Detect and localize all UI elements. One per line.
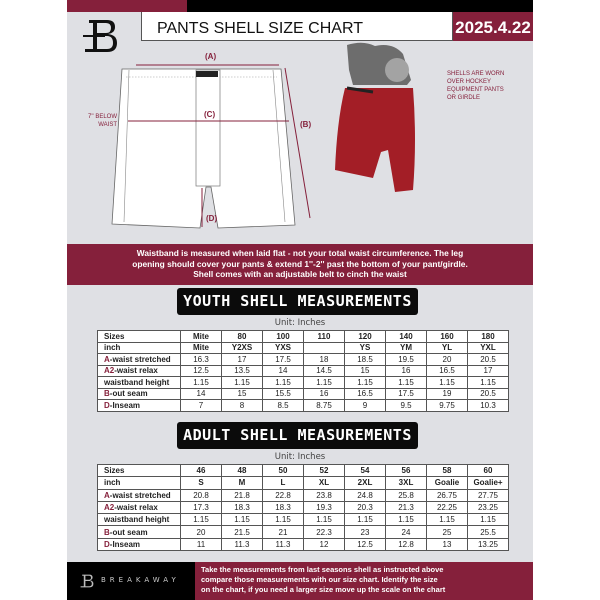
table-cell: 23.8 xyxy=(304,489,345,501)
table-row xyxy=(98,400,509,412)
table-cell: 58 xyxy=(427,465,468,477)
table-cell: 18 xyxy=(304,354,345,366)
table-row xyxy=(98,501,509,513)
footer-instructions xyxy=(195,562,533,600)
table-cell: 110 xyxy=(304,331,345,343)
table-cell: 7 xyxy=(181,400,222,412)
page-title: PANTS SHELL SIZE CHART xyxy=(141,12,453,41)
table-cell: 19.3 xyxy=(304,501,345,513)
table-cell: 20.5 xyxy=(468,388,509,400)
table-cell: 54 xyxy=(345,465,386,477)
row-label xyxy=(98,342,181,354)
table-cell: YS xyxy=(345,342,386,354)
table-cell: 24.8 xyxy=(345,489,386,501)
row-label xyxy=(98,514,181,526)
row-label xyxy=(98,526,181,538)
table-row xyxy=(98,465,509,477)
table-cell: 2XL xyxy=(345,477,386,489)
table-cell: 16.3 xyxy=(181,354,222,366)
table-cell: 160 xyxy=(427,331,468,343)
row-label-text: -Inseam xyxy=(109,400,141,410)
table-cell: 1.15 xyxy=(263,514,304,526)
table-cell: 25.8 xyxy=(386,489,427,501)
table-cell: 21.8 xyxy=(222,489,263,501)
pants-diagram xyxy=(67,40,533,240)
table-cell: 9.75 xyxy=(427,400,468,412)
table-cell: 8 xyxy=(222,400,263,412)
date-badge: 2025.4.22 xyxy=(453,12,533,41)
table-cell: 1.15 xyxy=(304,514,345,526)
row-label-prefix: A xyxy=(104,354,110,364)
row-label-text: -waist stretched xyxy=(109,490,171,500)
table-cell: 18.3 xyxy=(222,501,263,513)
table-row xyxy=(98,342,509,354)
row-label xyxy=(98,388,181,400)
table-cell: 13 xyxy=(427,538,468,550)
table-cell: 80 xyxy=(222,331,263,343)
table-cell: 13.5 xyxy=(222,365,263,377)
table-cell: 24 xyxy=(386,526,427,538)
note-line: OR GIRDLE xyxy=(447,95,481,101)
table-cell: 1.15 xyxy=(263,377,304,389)
table-cell: YL xyxy=(427,342,468,354)
table-cell: 12.5 xyxy=(181,365,222,377)
table-cell: 1.15 xyxy=(468,514,509,526)
table-cell: 16.5 xyxy=(427,365,468,377)
instruction-line: Shell comes with an adjustable belt to cinch the waist xyxy=(193,269,407,279)
table-cell: 22.3 xyxy=(304,526,345,538)
table-cell: 100 xyxy=(263,331,304,343)
youth-section-title: YOUTH SHELL MEASUREMENTS xyxy=(177,288,418,315)
table-row xyxy=(98,489,509,501)
table-cell: 27.75 xyxy=(468,489,509,501)
table-cell: YXL xyxy=(468,342,509,354)
shell-note xyxy=(447,70,504,102)
row-label-prefix: B xyxy=(104,527,110,537)
table-cell: Goalie+ xyxy=(468,477,509,489)
table-cell: 1.15 xyxy=(386,514,427,526)
table-cell: 12 xyxy=(304,538,345,550)
label-b: (B) xyxy=(300,120,312,129)
table-cell: 14.5 xyxy=(304,365,345,377)
table-cell: 11 xyxy=(181,538,222,550)
table-cell: 52 xyxy=(304,465,345,477)
table-cell: 13.25 xyxy=(468,538,509,550)
row-label xyxy=(98,465,181,477)
table-cell: 21.3 xyxy=(386,501,427,513)
instruction-line: opening should cover your pants & extend 1''-2'' past the bottom of your pant/girdle. xyxy=(132,258,468,269)
row-label-text: -Inseam xyxy=(109,539,141,549)
table-cell: 1.15 xyxy=(181,514,222,526)
table-cell: 48 xyxy=(222,465,263,477)
table-cell: Mite xyxy=(181,342,222,354)
table-cell: 8.75 xyxy=(304,400,345,412)
row-label xyxy=(98,501,181,513)
table-cell: 18.3 xyxy=(263,501,304,513)
table-cell: Mite xyxy=(181,331,222,343)
footer-line: Take the measurements from last seasons shell as instructed above xyxy=(201,565,444,574)
adult-unit-label: Unit: Inches xyxy=(274,452,326,462)
adult-size-table xyxy=(97,464,509,551)
table-cell: 14 xyxy=(263,365,304,377)
table-cell: M xyxy=(222,477,263,489)
row-label-prefix: D xyxy=(104,400,110,410)
table-cell: 1.15 xyxy=(222,514,263,526)
table-cell: 11.3 xyxy=(263,538,304,550)
table-cell: 21 xyxy=(263,526,304,538)
table-cell: 16 xyxy=(304,388,345,400)
table-cell: 12.8 xyxy=(386,538,427,550)
table-cell: L xyxy=(263,477,304,489)
row-label xyxy=(98,477,181,489)
table-row xyxy=(98,477,509,489)
top-bar xyxy=(187,0,533,12)
table-cell: 17.5 xyxy=(386,388,427,400)
table-cell: 9 xyxy=(345,400,386,412)
table-cell: 21.5 xyxy=(222,526,263,538)
table-row xyxy=(98,365,509,377)
table-cell: YM xyxy=(386,342,427,354)
table-cell: 15.5 xyxy=(263,388,304,400)
table-cell: 17.3 xyxy=(181,501,222,513)
row-label-text: waistband height xyxy=(104,377,170,387)
instruction-line: Waistband is measured when laid flat - not your total waist circumference. The leg xyxy=(136,248,464,258)
note-line: 7'' BELOW xyxy=(88,114,117,120)
row-label-text: -out seam xyxy=(109,389,148,399)
table-cell: 18.5 xyxy=(345,354,386,366)
top-bar-accent xyxy=(67,0,187,12)
note-line: OVER HOCKEY xyxy=(447,79,492,85)
footer-line: on the chart, if you need a larger size move up the scale on the chart xyxy=(201,585,446,594)
table-cell: 25 xyxy=(427,526,468,538)
table-cell: 1.15 xyxy=(468,377,509,389)
table-cell xyxy=(304,342,345,354)
row-label-text: inch xyxy=(104,478,121,488)
table-cell: 1.15 xyxy=(386,377,427,389)
row-label xyxy=(98,354,181,366)
table-cell: 11.3 xyxy=(222,538,263,550)
row-label-text: -waist relax xyxy=(114,503,158,513)
row-label-text: inch xyxy=(104,343,121,353)
row-label-prefix: A xyxy=(104,490,110,500)
table-cell: 1.15 xyxy=(345,377,386,389)
brand-name: BREAKAWAY xyxy=(101,576,180,584)
table-cell: 20 xyxy=(181,526,222,538)
shell-photo xyxy=(333,40,433,220)
label-c: (C) xyxy=(204,110,216,119)
table-cell: 1.15 xyxy=(304,377,345,389)
youth-size-table xyxy=(97,330,509,412)
table-cell: 15 xyxy=(345,365,386,377)
youth-unit-label: Unit: Inches xyxy=(274,318,326,328)
table-cell: 60 xyxy=(468,465,509,477)
table-row xyxy=(98,526,509,538)
row-label-text: -waist relax xyxy=(114,366,158,376)
row-label-text: Sizes xyxy=(104,331,125,341)
table-cell: S xyxy=(181,477,222,489)
table-cell: 3XL xyxy=(386,477,427,489)
row-label-prefix: D xyxy=(104,539,110,549)
row-label xyxy=(98,538,181,550)
table-cell: 20.3 xyxy=(345,501,386,513)
table-cell: 180 xyxy=(468,331,509,343)
table-cell: 1.15 xyxy=(345,514,386,526)
label-a: (A) xyxy=(205,52,217,61)
table-cell: 1.15 xyxy=(181,377,222,389)
adult-section-title: ADULT SHELL MEASUREMENTS xyxy=(177,422,418,449)
table-cell: 140 xyxy=(386,331,427,343)
table-cell: 17 xyxy=(468,365,509,377)
table-cell: 26.75 xyxy=(427,489,468,501)
table-cell: 1.15 xyxy=(222,377,263,389)
breakaway-logo-icon xyxy=(79,571,95,591)
row-label-text: -waist stretched xyxy=(109,354,171,364)
table-cell: 15 xyxy=(222,388,263,400)
row-label xyxy=(98,377,181,389)
table-row xyxy=(98,331,509,343)
table-cell: 17 xyxy=(222,354,263,366)
table-cell: 23.25 xyxy=(468,501,509,513)
row-label xyxy=(98,365,181,377)
table-cell: 1.15 xyxy=(427,377,468,389)
row-label-prefix: A2 xyxy=(104,503,115,513)
row-label xyxy=(98,489,181,501)
table-cell: 20.5 xyxy=(468,354,509,366)
table-cell: Goalie xyxy=(427,477,468,489)
table-cell: 19.5 xyxy=(386,354,427,366)
table-cell: XL xyxy=(304,477,345,489)
table-cell: YXS xyxy=(263,342,304,354)
row-label-text: Sizes xyxy=(104,466,125,476)
table-cell: 19 xyxy=(427,388,468,400)
row-label-prefix: A2 xyxy=(104,366,115,376)
table-cell: 1.15 xyxy=(427,514,468,526)
table-cell: 25.5 xyxy=(468,526,509,538)
table-cell: 17.5 xyxy=(263,354,304,366)
table-cell: 20.8 xyxy=(181,489,222,501)
table-row xyxy=(98,354,509,366)
row-label xyxy=(98,400,181,412)
table-cell: 9.5 xyxy=(386,400,427,412)
table-cell: 8.5 xyxy=(263,400,304,412)
table-cell: Y2XS xyxy=(222,342,263,354)
table-row xyxy=(98,538,509,550)
table-cell: 16 xyxy=(386,365,427,377)
table-cell: 46 xyxy=(181,465,222,477)
size-chart-page xyxy=(67,0,533,600)
note-line: EQUIPMENT PANTS xyxy=(447,87,504,93)
row-label-text: -out seam xyxy=(109,527,148,537)
note-line: SHELLS ARE WORN xyxy=(447,71,505,77)
below-waist-note xyxy=(77,113,117,129)
table-cell: 50 xyxy=(263,465,304,477)
footer-line: compare those measurements with our size chart. Identify the size xyxy=(201,575,438,584)
label-d: (D) xyxy=(206,214,218,223)
table-cell: 56 xyxy=(386,465,427,477)
table-cell: 20 xyxy=(427,354,468,366)
footer-brand xyxy=(67,562,195,600)
table-cell: 14 xyxy=(181,388,222,400)
table-cell: 120 xyxy=(345,331,386,343)
row-label-prefix: B xyxy=(104,389,110,399)
row-label-text: waistband height xyxy=(104,515,170,525)
note-line: WAIST xyxy=(98,122,117,128)
table-row xyxy=(98,388,509,400)
table-row xyxy=(98,377,509,389)
table-cell: 16.5 xyxy=(345,388,386,400)
table-cell: 22.25 xyxy=(427,501,468,513)
table-cell: 12.5 xyxy=(345,538,386,550)
row-label xyxy=(98,331,181,343)
table-row xyxy=(98,514,509,526)
table-cell: 10.3 xyxy=(468,400,509,412)
measurement-instructions xyxy=(67,244,533,285)
table-cell: 23 xyxy=(345,526,386,538)
table-cell: 22.8 xyxy=(263,489,304,501)
